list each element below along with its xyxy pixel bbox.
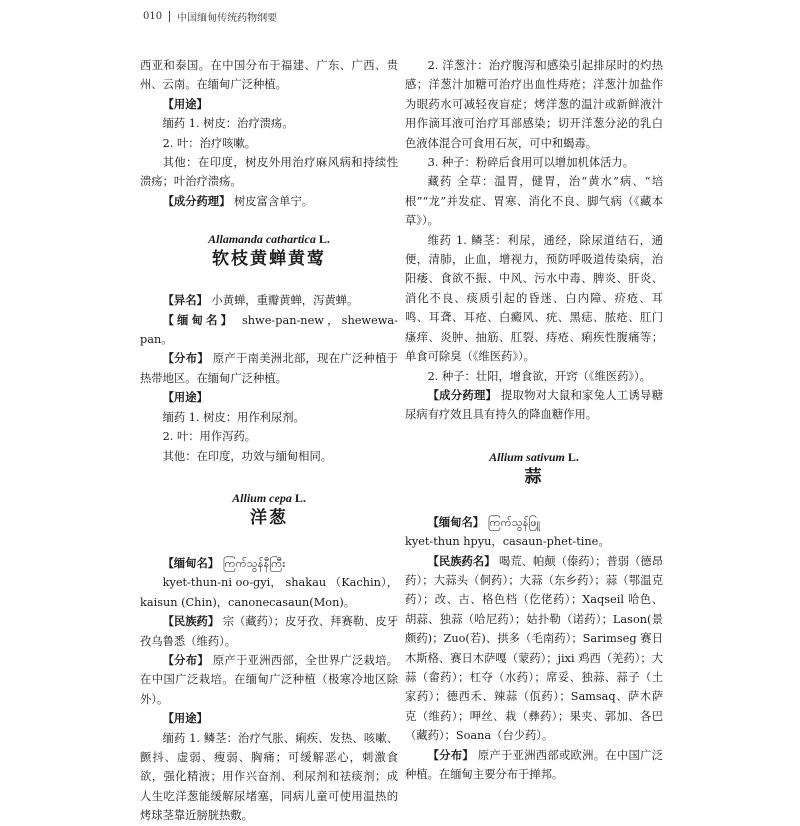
burmese-name-para: 【缅甸名】 shwe-pan-new，shewewa-pan。 xyxy=(140,312,398,347)
distribution-para: 【分布】 原产于亚洲西部或欧洲。在中国广泛种植。在缅甸主要分布于掸邦。 xyxy=(405,747,663,781)
usage-item: 2. 叶：用作泻药。 xyxy=(162,430,257,444)
usage-item: 3. 种子：粉碎后食用可以增加机体活力。 xyxy=(427,156,635,170)
folk-medicine-para: 【民族药】 宗（藏药）；皮牙孜、拜赛勒、皮牙孜乌鲁悉（维药）。 xyxy=(140,614,398,648)
tibetan-medicine-para: 藏药 全草：温胃，健胃，治“黄水”病、“培根”“龙”并发症、胃寒、消化不良、脚气病（《藏本草》）。 xyxy=(405,175,663,228)
chinese-name-allamanda: 软枝黄蝉黄莺 xyxy=(212,249,326,270)
usage-item: 2. 叶：治疗咳嗽。 xyxy=(162,136,257,150)
usage-heading: 【用途】 xyxy=(162,390,208,405)
burmese-name-para: 【缅甸名】 ကြက်သွန်နီကြီး xyxy=(162,555,286,570)
usage-item: 其他：在印度，功效与缅甸相同。 xyxy=(162,449,333,463)
usage-heading: 【用途】 xyxy=(162,711,208,726)
folk-medicine-para: 【民族药名】 喝荒、帕颠（傣药）；普弱（德昂药）；大蒜头（侗药）；大蒜（东乡药）；蒜（鄂温克药）；改、古、格色档（仡佬药）；Xaqseil 哈色、胡蒜、独蒜（哈尼药）；姑扑勒（诺药）；Lason(景颇药)；Zuo(若)、拱多（毛南药）；Sarimseg 赛日木斯格、赛日木萨嘎（蒙药）；jixi 鸡西（羌药）；大蒜（畲药）；杠夺（水药）；席妥、独蒜、蒜子（土家药）；德西禾、辣蒜（佤药）；Samsaq、萨木萨克（维药）；呷丝、栽（彝药）；果夹、郭加、各巴（藏药）；Soana（台少药）。 xyxy=(405,553,663,743)
usage-item: 2. 种子：壮阳，增食欲，开窍（《维医药》）。 xyxy=(427,369,651,383)
usage-item: 2. 洋葱汁：治疗腹泻和感染引起排尿时的灼热感；洋葱汁加糖可治疗出血性痔疮；洋葱汁加盐作为眼药水可减轻夜盲症；烤洋葱的温汁或新鲜液汁用作滴耳液可治疗耳部感染；切开洋葱分泌的乳白色液体混合可食用石灰，可中和蝎毒。 xyxy=(405,59,663,150)
continued-distribution: 西亚和泰国。在中国分布于福建、广东、广西、贵州、云南。在缅甸广泛种植。 xyxy=(140,59,398,92)
pharmacology-para: 【成分药理】 树皮富含单宁。 xyxy=(162,193,314,208)
chinese-name-allium-cepa: 洋葱 xyxy=(250,507,288,528)
running-header xyxy=(143,9,277,24)
usage-item: 缅药 1. 鳞茎：治疗气胀、痢疾、发热、咳嗽、颤抖、虚弱、瘦弱、胸痛；可缓解恶心，刺激食欲，强化精液；用作兴奋剂、利尿剂和祛痰剂；成人生吃洋葱能缓解尿堵塞，同病儿童可使用温热的烤球茎靠近膀胱热敷。 xyxy=(140,731,398,823)
latin-name-allium-cepa: Allium cepa L. xyxy=(232,490,306,505)
latin-name-allium-sativum: Allium sativum L. xyxy=(489,449,579,464)
usage-item: 其他：在印度，树皮外用治疗麻风病和持续性溃疡；叶治疗溃疡。 xyxy=(140,156,398,189)
usage-item: 缅药 1. 树皮：用作利尿剂。 xyxy=(162,410,305,424)
header-divider xyxy=(169,11,170,22)
usage-item: 缅药 1. 树皮：治疗溃疡。 xyxy=(162,117,294,131)
latin-name-allamanda: Allamanda cathartica L. xyxy=(208,232,330,247)
burmese-romanization: kyet-thun-ni oo-gyi， shakau （Kachin），kaisun (Chin)，canonecasaun(Mon)。 xyxy=(140,576,398,609)
left-column xyxy=(140,56,398,826)
burmese-name-para: 【缅甸名】 ကြက်သွန်ဖြူ xyxy=(427,514,541,529)
distribution-para: 【分布】 原产于南美洲北部，现在广泛种植于热带地区。在缅甸广泛种植。 xyxy=(140,351,398,385)
pharmacology-para: 【成分药理】 提取物对大鼠和家兔人工诱导糖尿病有疗效且具有持久的降血糖作用。 xyxy=(405,387,663,422)
alias-para: 【异名】 小黄蝉，重瓣黄蝉，泻黄蝉。 xyxy=(162,293,359,308)
chinese-name-allium-sativum: 蒜 xyxy=(524,466,544,487)
page-number: 010 xyxy=(143,11,163,22)
burmese-romanization: kyet-thun hpyu，casaun-phet-tine。 xyxy=(405,535,610,549)
uyghur-medicine-para: 维药 1. 鳞茎：利尿，通经，除尿道结石，通便，清肺，止血，增视力，预防呼吸道传染病，治阳痿、食欲不振、中风、污水中毒、脾炎、肝炎、消化不良、痰质引起的昏迷、白内障、疥疮、耳鸣、耳聋、耳疮、白癜风、疣、黑痣、脓疮、肛门瘙痒、炎肿、抽筋、肛裂、痔疮、痢疾性腹痛等；单食可除臭（《维医药》）。 xyxy=(405,233,663,364)
distribution-para: 【分布】 原产于亚洲西部，全世界广泛栽培。在中国广泛栽培。在缅甸广泛种植（极寒冷地区除外）。 xyxy=(140,652,398,706)
usage-heading: 【用途】 xyxy=(162,96,208,111)
book-title: 中国缅甸传统药物纲要 xyxy=(177,13,278,24)
right-column xyxy=(405,56,663,784)
